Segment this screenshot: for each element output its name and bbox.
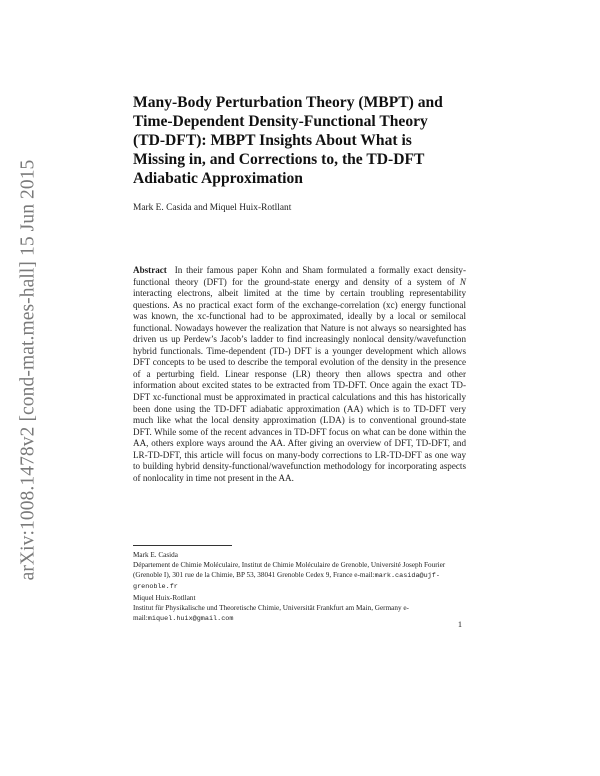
footnote-divider [133,545,232,546]
abstract-text-part-1: In their famous paper Kohn and Sham formulated a formally exact density-functional theory (DFT) for the ground-state energy and density of a system of [133,265,466,287]
email-link[interactable]: miquel.huix@gmail.com [147,615,234,624]
affiliation-address: Département de Chimie Moléculaire, Institut de Chimie Moléculaire de Grenoble, Université Joseph Fourier (Grenoble I), 301 rue de la Chimie, BP 53, 38041 Grenoble Cedex 9, France e-mail:mark.casida@ujf-grenoble.fr [133,561,446,592]
affiliation-address: Institut für Physikalische und Theoretische Chimie, Universität Frankfurt am Main, Germany e-mail:miquel.huix@gmail.com [133,604,409,624]
author-list: Mark E. Casida and Miquel Huix-Rotllant [133,203,292,213]
abstract-label: Abstract [133,265,167,275]
paper-title: Many-Body Perturbation Theory (MBPT) and Time-Dependent Density-Functional Theory (TD-DFT): MBPT Insights About What is Missing in, and Corrections to, the TD-DFT Adiabatic Approximation [133,94,443,187]
affiliation-huix-rotllant [133,593,466,624]
abstract-text-part-2: interacting electrons, albeit limited at the time by certain troubling representability questions. As no practical exact form of the exchange-correlation (xc) energy functional was known, the xc-functional had to be approximated, ideally by a local or semilocal functional. Nowadays however the realization that Nature is not always so nearsighted has driven us up Perdew’s Jacob’s ladder to find increasingly nonlocal density/wavefunction hybrid functionals. Time-dependent (TD-) DFT is a younger development which allows DFT concepts to be used to describe the temporal evolution of the density in the presence of a perturbing field. Linear response (LR) theory then allows spectra and other information about excited states to be extracted from TD-DFT. Once again the exact TD-DFT xc-functional must be approximated in practical calculations and this has historically been done using the TD-DFT adiabatic approximation (AA) which is to TD-DFT very much like what the local density approximation (LDA) is to conventional ground-state DFT. While some of the recent advances in TD-DFT focus on what can be done within the AA, others explore ways around the AA. After giving an overview of DFT, TD-DFT, and LR-TD-DFT, this article will focus on many-body corrections to LR-TD-DFT as one way to building hybrid density-functional/wavefunction methodology for incorporating aspects of nonlocality in time not present in the AA. [133,288,466,483]
affiliation-name: Miquel Huix-Rotllant [133,594,196,602]
affiliation-name: Mark E. Casida [133,551,178,559]
arxiv-identifier-text: arXiv:1008.1478v2 [cond-mat.mes-hall] 15 Jun 2015 [17,159,39,581]
arxiv-identifier-stamp [8,150,48,590]
affiliation-casida [133,550,466,592]
abstract-block [133,265,466,484]
page-number: 1 [457,620,462,629]
email-link[interactable]: mark.casida@ujf-grenoble.fr [133,572,440,592]
abstract-italic-symbol: N [459,276,466,287]
